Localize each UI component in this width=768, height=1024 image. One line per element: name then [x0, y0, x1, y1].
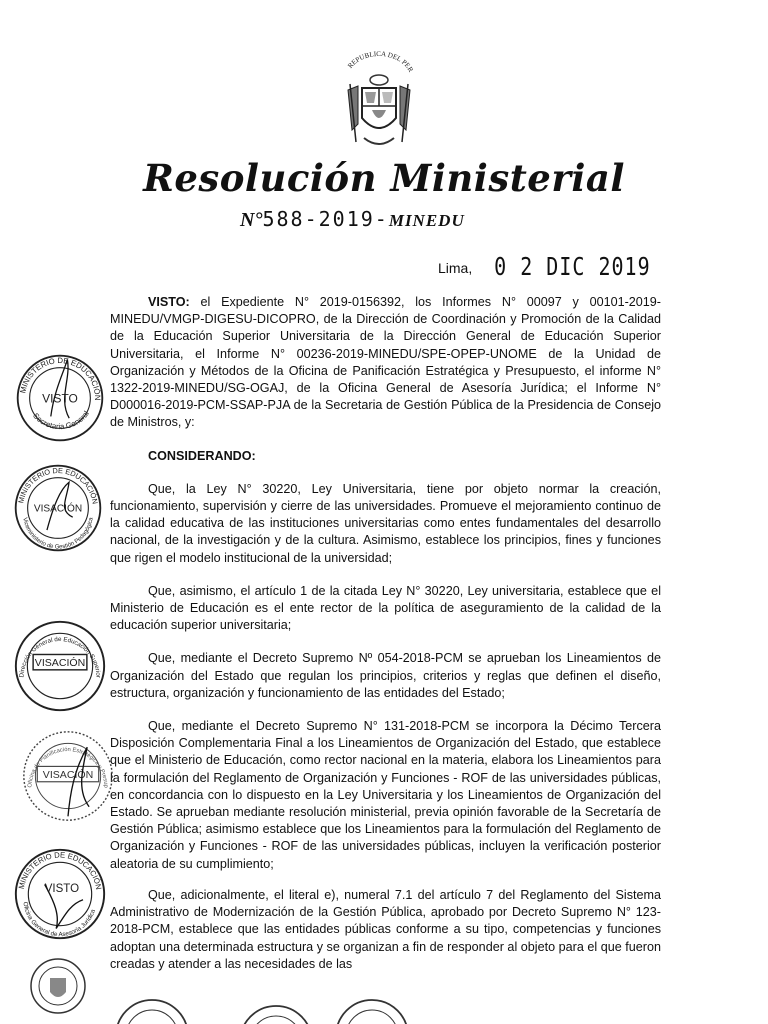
document-body	[110, 294, 661, 989]
stamp-center-text: VISACIÓN	[42, 768, 94, 781]
stamp-ring-text: Dirección General de Educación Superior	[18, 636, 102, 679]
number-year: -2019-	[304, 207, 389, 231]
stamp-bottom-text: Viceministerio de Gestión Pedagógica	[21, 517, 95, 551]
svg-text:REPUBLICA DEL PERU	[338, 46, 415, 74]
arms-caption: REPUBLICA DEL PER	[346, 49, 415, 74]
paragraph: Que, la Ley N° 30220, Ley Universitaria, tiene por objeto normar la creación, funcionamiento, supervisión y cierre de las universidades. Promueve el mejoramiento continuo de la calidad educativa de las instituciones universitarias como entes fundamentales del desarrollo nacional, de la investigación y de la cultura. Asimismo, establece los principios, fines y funciones que rigen el modelo institucional de la universidad;	[110, 481, 661, 565]
stamp-bottom-text: Secretaria General	[31, 409, 91, 432]
number-value: 588	[262, 207, 305, 231]
bottom-stamp-2-partial	[236, 1002, 316, 1024]
date-stamp: 0 2 DIC 2019	[494, 251, 651, 281]
document-title: Resolución Ministerial	[143, 156, 625, 200]
stamp-ring-text: MINISTERIO DE EDUCACIÓN	[16, 465, 100, 505]
coat-of-arms-emblem	[338, 46, 420, 154]
visto-label: VISTO:	[148, 295, 190, 309]
bottom-stamp-3-partial	[332, 996, 412, 1024]
visacion-stamp-viceministerio	[12, 462, 104, 554]
svg-text:Oficina General de Asesoría Ju	[22, 901, 98, 938]
resolution-number	[240, 206, 540, 232]
visto-text: el Expediente N° 2019-0156392, los Informes N° 00097 y 00101-2019-MINEDU/VMGP-DIGESU-DICOPRO, de la Dirección de Coordinación y Promoción de la Calidad de la Educación Superior Universitaria de la Dirección General de Educación Superior Universitaria, el Informe N° 00236-2019-MINEDU/SPE-OPEP-UNOME de la Unidad de Organización y Métodos de la Oficina de Panificación Estratégica y Presupuesto, el informe N° 1322-2019-MINEDU/SG-OGAJ, de la Oficina General de Asesoría Jurídica; el Informe N° D000016-2019-PCM-SSAP-PJA de la Secretaria de Gestión Pública de la Presidencia de Consejo de Ministros, y:	[110, 295, 661, 430]
visto-paragraph	[110, 294, 661, 432]
stamp-center-text: VISACIÓN	[33, 503, 83, 515]
visacion-stamp-opep	[20, 728, 116, 824]
visto-stamp-ogaj	[12, 846, 108, 942]
stamp-bottom-text: Oficina General de Asesoría Jurídica	[21, 901, 97, 939]
seal-stamp-partial	[28, 956, 88, 1016]
stamp-ring-text: MINISTERIO DE EDUCACIÓN	[18, 356, 102, 401]
visacion-stamp-digesu	[12, 618, 108, 714]
number-suffix: MINEDU	[388, 211, 465, 230]
considerando-heading: CONSIDERANDO:	[148, 448, 256, 463]
stamp-center-text: VISACIÓN	[34, 657, 86, 669]
stamp-ring-text: Oficina de Planificación Estratégica y Presup	[27, 747, 109, 788]
date-line	[438, 251, 651, 281]
stamp-center-text: VISTO	[42, 391, 78, 406]
paragraph: Que, asimismo, el artículo 1 de la citada Ley N° 30220, Ley universitaria, establece que el Ministerio de Educación es el ente rector de la política de aseguramiento de la calidad de la educación superior universitaria;	[110, 583, 661, 633]
number-prefix: N°	[240, 209, 263, 231]
paragraph: Que, mediante el Decreto Supremo Nº 054-2018-PCM se aprueban los Lineamientos de Organización del Estado que regulan los principios, criterios y reglas que definen el diseño, estructura, organización y funcionamiento de las entidades del Estado;	[110, 651, 661, 700]
visto-stamp-secretaria-general	[14, 352, 106, 444]
stamp-ring-text: MINISTERIO DE EDUCACIÓN	[16, 850, 104, 891]
paragraph: Que, adicionalmente, el literal e), numeral 7.1 del artículo 7 del Reglamento del Sistema Administrativo de Modernización de la Gestión Pública, aprobado por Decreto Supremo N° 123-2018-PCM, establece que las entidades públicas conforme a su tipo, competencias y funciones adoptan una determinada estructura y se organizan a fin de responder al objeto para el que fueron creadas y atender a las necesidades de las	[110, 887, 661, 971]
date-place: Lima,	[438, 260, 473, 276]
bottom-stamp-1-partial	[112, 996, 192, 1024]
svg-text:Viceministerio de Gestión Peda	[21, 516, 95, 550]
paragraph: Que, mediante el Decreto Supremo N° 131-2018-PCM se incorpora la Décimo Tercera Disposición Complementaria Final a los Lineamientos de Organización del Estado, que establece que el Ministerio de Educación, como rector nacional en la materia, elabora los Lineamientos para la formulación del Reglamento de Organización y Funciones - ROF de las universidades públicas, en concordancia con lo dispuesto en la Ley Universitaria y los Lineamientos de Organización del Estado. Se aprueban mediante resolución ministerial, previa opinión favorable de la Secretaría de Gestión Pública; asimismo establece que los Lineamientos para la formulación del Reglamento de Organización y Funciones - ROF de las universidades públicas, incluyen la verificación posterior aleatoria de su cumplimiento;	[110, 719, 661, 871]
stamp-center-text: VISTO	[44, 883, 80, 896]
svg-text:Secretaria General	[31, 409, 91, 431]
